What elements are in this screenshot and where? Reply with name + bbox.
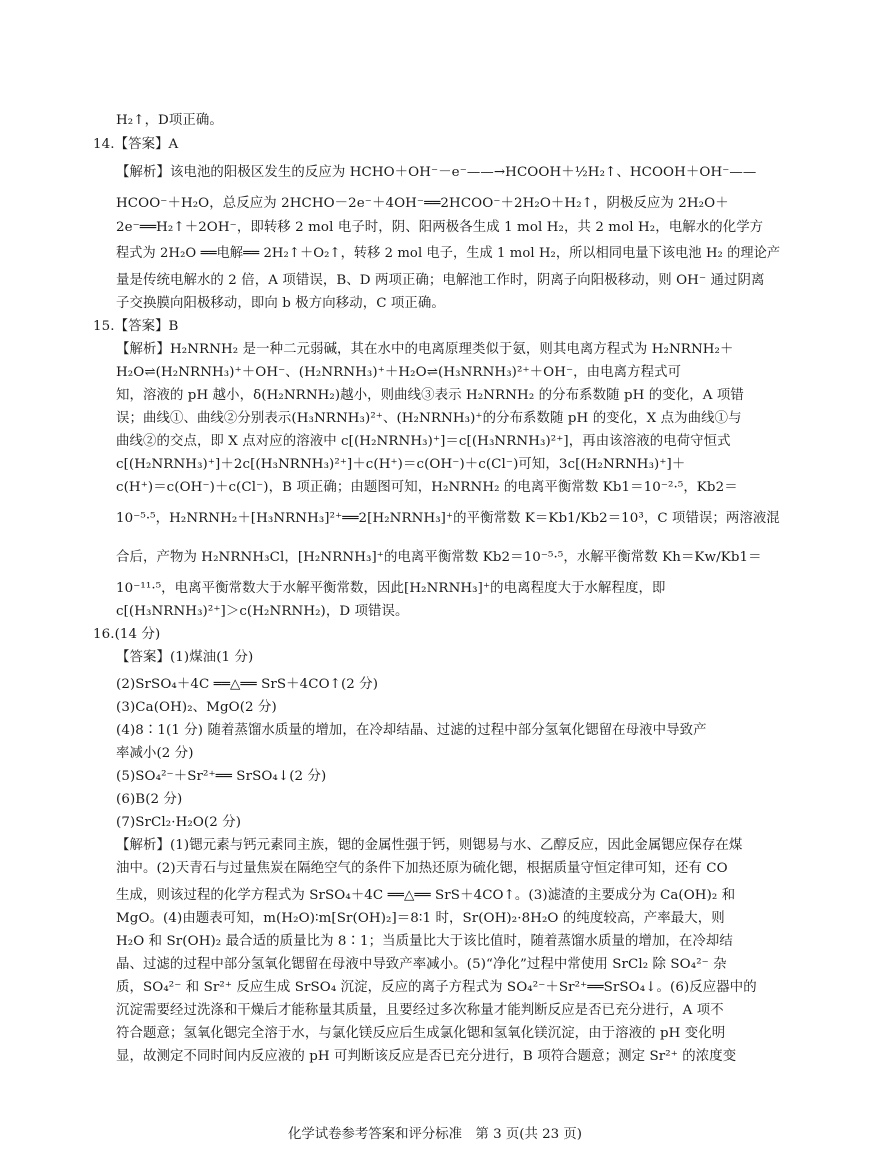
text-line: 率减小(2 分) — [116, 746, 194, 761]
text-line: (3)Ca(OH)₂、MgO(2 分) — [116, 700, 277, 715]
text-line: c[(H₃NRNH₃)²⁺]＞c(H₂NRNH₂)，D 项错误。 — [116, 604, 409, 619]
text-line: 合后，产物为 H₂NRNH₃Cl，[H₂NRNH₃]⁺的电离平衡常数 Kb2＝10⁻⁵·⁵，水解平衡常数 Kh＝Kw/Kb1＝ — [116, 550, 762, 565]
text-line: 【解析】该电池的阳极区发生的反应为 HCHO＋OH⁻－e⁻——→HCOOH＋½H₂↑、HCOOH＋OH⁻—— — [116, 165, 757, 180]
text-line: c[(H₂NRNH₃)⁺]＋2c[(H₃NRNH₃)²⁺]＋c(H⁺)＝c(OH⁻)＋c(Cl⁻)可知，3c[(H₂NRNH₃)⁺]＋ — [116, 457, 686, 472]
text-line: (6)B(2 分) — [116, 792, 183, 807]
text-line: H₂O⇌(H₂NRNH₃)⁺＋OH⁻、(H₂NRNH₃)⁺＋H₂O⇌(H₃NRNH₃)²⁺＋OH⁻，由电离方程式可 — [116, 365, 682, 380]
text-line: 子交换膜向阳极移动，即向 b 极方向移动，C 项正确。 — [116, 296, 445, 311]
text-line: 沉淀需要经过洗涤和干燥后才能称量其质量，且要经过多次称量才能判断反应是否已充分进行，A 项不 — [116, 1003, 724, 1018]
text-line: 误；曲线①、曲线②分别表示(H₃NRNH₃)²⁺、(H₂NRNH₃)⁺的分布系数随 pH 的变化，X 点为曲线①与 — [116, 411, 742, 426]
text-line: (4)8∶1(1 分) 随着蒸馏水质量的增加，在冷却结晶、过滤的过程中部分氢氧化锶留在母液中导致产 — [116, 723, 707, 738]
text-line: 程式为 2H₂O ══电解══ 2H₂↑＋O₂↑，转移 2 mol 电子，生成 1 mol H₂，所以相同电量下该电池 H₂ 的理论产 — [116, 246, 781, 261]
text-line: MgO。(4)由题表可知，m(H₂O)∶m[Sr(OH)₂]＝8∶1 时，Sr(OH)₂·8H₂O 的纯度较高，产率最大，则 — [116, 911, 725, 926]
question-14-header: 14.【答案】A — [93, 137, 179, 152]
text-line: 显，故测定不同时间内反应液的 pH 可判断该反应是否已充分进行，B 项符合题意；测定 Sr²⁺ 的浓度变 — [116, 1049, 737, 1064]
text-line: 晶、过滤的过程中部分氢氧化锶留在母液中导致产率减小。(5)“净化”过程中常使用 SrCl₂ 除 SO₄²⁻ 杂 — [116, 957, 727, 972]
text-line: c(H⁺)＝c(OH⁻)＋c(Cl⁻)，B 项正确；由题图可知，H₂NRNH₂ 的电离平衡常数 Kb1＝10⁻²·⁵，Kb2＝ — [116, 480, 738, 495]
text-line: (2)SrSO₄＋4C ══△══ SrS＋4CO↑(2 分) — [116, 677, 379, 692]
text-line: 【答案】(1)煤油(1 分) — [116, 650, 254, 665]
text-line: H₂↑，D项正确。 — [116, 113, 223, 128]
text-line: 量是传统电解水的 2 倍，A 项错误，B、D 两项正确；电解池工作时，阴离子向阳极移动，则 OH⁻ 通过阴离 — [116, 273, 765, 288]
text-line: 【解析】H₂NRNH₂ 是一种二元弱碱，其在水中的电离原理类似于氨，则其电离方程式为 H₂NRNH₂＋ — [116, 342, 734, 357]
text-line: (5)SO₄²⁻＋Sr²⁺══ SrSO₄↓(2 分) — [116, 769, 327, 784]
text-line: 质，SO₄²⁻ 和 Sr²⁺ 反应生成 SrSO₄ 沉淀，反应的离子方程式为 SO₄²⁻＋Sr²⁺══SrSO₄↓。(6)反应器中的 — [116, 980, 757, 995]
text-line: H₂O 和 Sr(OH)₂ 最合适的质量比为 8∶1；当质量比大于该比值时，随着蒸馏水质量的增加，在冷却结 — [116, 934, 733, 949]
text-line: HCOO⁻＋H₂O，总反应为 2HCHO－2e⁻＋4OH⁻══2HCOO⁻＋2H₂O＋H₂↑，阴极反应为 2H₂O＋ — [116, 196, 729, 211]
text-line: 【解析】(1)锶元素与钙元素同主族，锶的金属性强于钙，则锶易与水、乙醇反应，因此金属锶应保存在煤 — [116, 838, 743, 853]
text-line: (7)SrCl₂·H₂O(2 分) — [116, 815, 242, 830]
question-15-header: 15.【答案】B — [93, 319, 179, 334]
text-line: 2e⁻══H₂↑＋2OH⁻，即转移 2 mol 电子时，阴、阳两极各生成 1 mol H₂，共 2 mol H₂，电解水的化学方 — [116, 220, 764, 235]
text-line: 油中。(2)天青石与过量焦炭在隔绝空气的条件下加热还原为硫化锶，根据质量守恒定律可知，还有 CO — [116, 861, 728, 876]
question-16-header: 16.(14 分) — [93, 627, 161, 642]
text-line: 知，溶液的 pH 越小，δ(H₂NRNH₂)越小，则曲线③表示 H₂NRNH₂ 的分布系数随 pH 的变化，A 项错 — [116, 388, 744, 403]
text-line: 曲线②的交点，即 X 点对应的溶液中 c[(H₂NRNH₃)⁺]＝c[(H₃NRNH₃)²⁺]，再由该溶液的电荷守恒式 — [116, 434, 731, 449]
text-line: 符合题意；氢氧化锶完全溶于水，与氯化镁反应后生成氯化锶和氢氧化镁沉淀，由于溶液的 pH 变化明 — [116, 1026, 726, 1041]
text-line: 10⁻⁵·⁵，H₂NRNH₂＋[H₃NRNH₃]²⁺══2[H₂NRNH₃]⁺的平衡常数 K＝Kb1/Kb2＝10³，C 项错误；两溶液混 — [116, 511, 780, 526]
page-footer: 化学试卷参考答案和评分标准 第 3 页(共 23 页) — [287, 1127, 583, 1142]
text-line: 生成，则该过程的化学方程式为 SrSO₄＋4C ══△══ SrS＋4CO↑。(3)滤渣的主要成分为 Ca(OH)₂ 和 — [116, 888, 736, 903]
text-line: 10⁻¹¹·⁵，电离平衡常数大于水解平衡常数，因此[H₂NRNH₃]⁺的电离程度大于水解程度，即 — [116, 581, 666, 596]
